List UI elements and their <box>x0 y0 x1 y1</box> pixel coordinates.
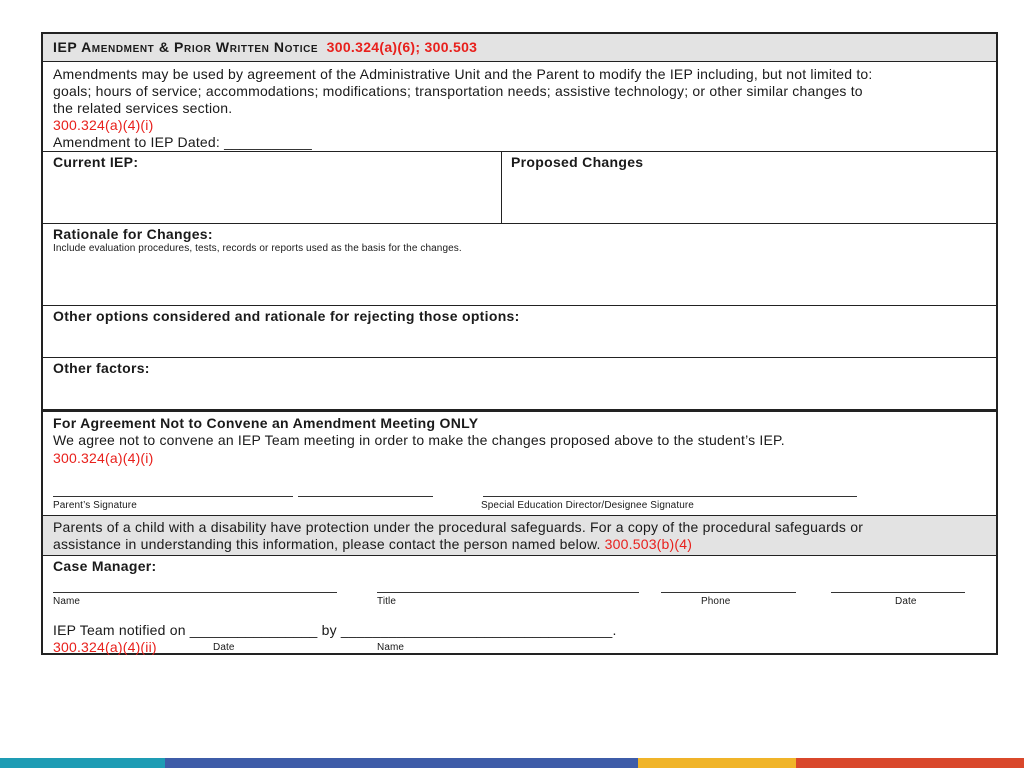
rationale-section <box>43 224 996 306</box>
other-factors-label: Other factors: <box>53 360 150 376</box>
color-bar-segment-teal <box>0 758 165 768</box>
form-title-row <box>43 34 996 62</box>
team-notified-name-label: Name <box>377 642 405 653</box>
decorative-color-bar <box>0 758 1024 768</box>
column-divider <box>501 152 502 223</box>
color-bar-segment-blue <box>165 758 638 768</box>
proposed-changes-label: Proposed Changes <box>511 154 644 170</box>
iep-amendment-form <box>41 32 998 655</box>
safeguards-text-line-2 <box>53 536 692 553</box>
case-manager-label: Case Manager: <box>53 558 157 574</box>
case-manager-date-label: Date <box>895 596 917 607</box>
agreement-text: We agree not to convene an IEP Team meeting in order to make the changes proposed above to the student’s IEP. <box>53 432 785 448</box>
changes-section <box>43 152 996 224</box>
team-notified-field[interactable]: IEP Team notified on ________________ by __________________________________. <box>53 622 617 638</box>
amendment-dated-field[interactable]: Amendment to IEP Dated: ___________ <box>53 134 312 150</box>
team-notified-date-label: Date <box>213 642 235 653</box>
director-signature-line[interactable] <box>483 496 857 497</box>
case-manager-title-line[interactable] <box>377 592 639 593</box>
form-title-text: IEP Amendment & Prior Written Notice <box>53 39 319 55</box>
intro-text-line-1: Amendments may be used by agreement of the Administrative Unit and the Parent to modify the IEP including, but not limited to: <box>53 66 873 82</box>
case-manager-name-label: Name <box>53 596 81 607</box>
agreement-citation: 300.324(a)(4)(i) <box>53 450 154 466</box>
other-factors-section <box>43 358 996 412</box>
safeguards-text-line-1: Parents of a child with a disability have protection under the procedural safeguards. For a copy of the procedural safeguards or <box>53 519 864 535</box>
parent-signature-date-line[interactable] <box>298 496 433 497</box>
intro-text-line-2: goals; hours of service; accommodations; modifications; transportation needs; assistive technology; or other similar changes to <box>53 83 863 99</box>
case-manager-name-line[interactable] <box>53 592 337 593</box>
safeguards-section <box>43 516 996 556</box>
safeguards-text-line-2-text: assistance in understanding this information, please contact the person named below. <box>53 536 601 552</box>
intro-text-line-3: the related services section. <box>53 100 233 116</box>
case-manager-section <box>43 556 996 653</box>
current-iep-label: Current IEP: <box>53 154 139 170</box>
form-title-citation: 300.324(a)(6); 300.503 <box>326 39 478 55</box>
director-signature-label: Special Education Director/Designee Signature <box>481 500 694 511</box>
rationale-label: Rationale for Changes: <box>53 226 213 242</box>
color-bar-segment-red <box>796 758 1024 768</box>
agreement-heading: For Agreement Not to Convene an Amendment Meeting ONLY <box>53 415 479 431</box>
parent-signature-label: Parent’s Signature <box>53 500 137 511</box>
intro-citation: 300.324(a)(4)(i) <box>53 117 154 133</box>
case-manager-date-line[interactable] <box>831 592 965 593</box>
case-manager-phone-label: Phone <box>701 596 731 607</box>
form-title <box>53 39 477 55</box>
rationale-note: Include evaluation procedures, tests, records or reports used as the basis for the changes. <box>53 243 462 254</box>
agreement-section <box>43 412 996 516</box>
other-options-section <box>43 306 996 358</box>
safeguards-citation: 300.503(b)(4) <box>604 536 693 552</box>
intro-section <box>43 62 996 152</box>
case-manager-title-label: Title <box>377 596 397 607</box>
team-notified-citation: 300.324(a)(4)(ii) <box>53 639 157 655</box>
other-options-label: Other options considered and rationale for rejecting those options: <box>53 308 520 324</box>
parent-signature-line[interactable] <box>53 496 293 497</box>
color-bar-segment-yellow <box>638 758 796 768</box>
case-manager-phone-line[interactable] <box>661 592 796 593</box>
